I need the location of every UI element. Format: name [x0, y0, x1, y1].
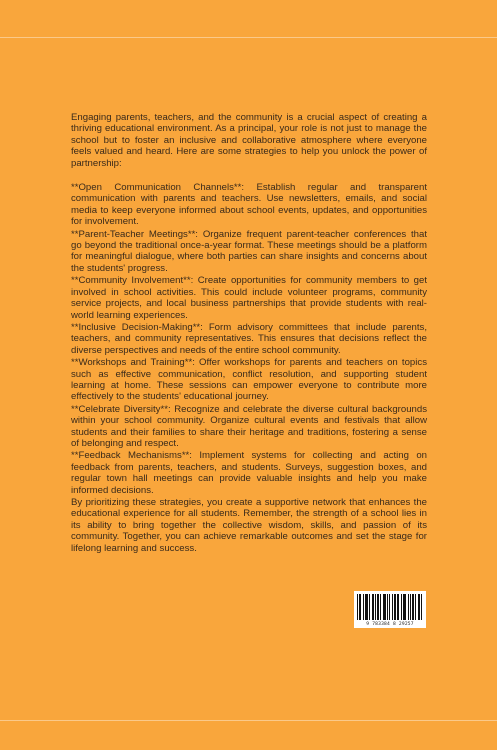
barcode-bar [384, 594, 385, 620]
barcode-bar [377, 594, 378, 620]
barcode-bar [392, 594, 393, 620]
barcode-bar [373, 594, 374, 620]
barcode-bar [413, 594, 414, 620]
strategy-paragraph: **Community Involvement**: Create opportunities for community members to get involved in school activities. This could include volunteer programs, community service projects, and local business partnerships that provide students with real-world learning experiences. [71, 275, 427, 321]
closing-paragraph: By prioritizing these strategies, you create a supportive network that enhances the educational experience for all students. Remember, the strength of a school lies in its ability to bring together the collective wisdom, skills, and passion of its community. Together, you can achieve remarkable outcomes and set the stage for lifelong learning and success. [71, 497, 427, 554]
barcode-bar [363, 594, 364, 620]
barcode-bar [401, 594, 402, 620]
strategy-paragraph: **Workshops and Training**: Offer workshops for parents and teachers on topics such as effective communication, conflict resolution, and supporting student learning at home. These sessions can empower everyone to contribute more effectively to the students' educational journey. [71, 357, 427, 403]
barcode-bar [397, 594, 398, 620]
top-divider [0, 37, 497, 38]
barcode-bar [404, 594, 405, 620]
barcode-bar [378, 594, 379, 620]
barcode-bar [369, 594, 370, 620]
barcode-bar [357, 594, 358, 620]
barcode-bar [387, 594, 388, 620]
barcode-bar [419, 594, 420, 620]
barcode-bar [372, 594, 373, 620]
barcode-bar [395, 594, 396, 620]
strategy-paragraph: **Feedback Mechanisms**: Implement systems for collecting and acting on feedback from parents, teachers, and students. Surveys, suggestion boxes, and regular town hall meetings can provide valuable insights and help you make informed decisions. [71, 450, 427, 496]
barcode-bar [380, 594, 381, 620]
barcode-bar [405, 594, 406, 620]
barcode-bar [383, 594, 384, 620]
barcode-bar [410, 594, 411, 620]
barcode-bar [408, 594, 409, 620]
barcode-bar [366, 594, 367, 620]
barcode-bar [359, 594, 360, 620]
barcode-bar [367, 594, 368, 620]
barcode-bars [357, 594, 423, 620]
strategy-paragraph: **Inclusive Decision-Making**: Form advisory committees that include parents, teachers, and community representatives. This ensures that decisions reflect the diverse perspectives and needs of the entire school community. [71, 321, 427, 356]
barcode-bar [394, 594, 395, 620]
bottom-divider [0, 720, 497, 721]
strategy-paragraph: **Open Communication Channels**: Establish regular and transparent communication with parents and teachers. Use newsletters, emails, and social media to keep everyone informed about school events, updates, and opportunities for involvement. [71, 182, 427, 228]
barcode-bar [360, 594, 361, 620]
barcode-bar [421, 594, 422, 620]
barcode-bar [375, 594, 376, 620]
barcode-bar [418, 594, 419, 620]
barcode-bar [403, 594, 404, 620]
barcode-bar [385, 594, 386, 620]
barcode-bar [415, 594, 416, 620]
barcode-bar [365, 594, 366, 620]
barcode-bar [389, 594, 390, 620]
barcode-bar [412, 594, 413, 620]
isbn-barcode [354, 591, 426, 628]
back-cover-text [71, 112, 427, 554]
barcode-bar [398, 594, 399, 620]
barcode-digits: 9 783384 8 29257 [366, 622, 414, 627]
strategy-paragraph: **Celebrate Diversity**: Recognize and celebrate the diverse cultural backgrounds within your school community. Organize cultural events and festivals that allow students and their families to share their heritage and traditions, fostering a sense of belonging and respect. [71, 403, 427, 449]
strategy-paragraph: **Parent-Teacher Meetings**: Organize frequent parent-teacher conferences that go beyond the traditional once-a-year format. These meetings should be a platform for meaningful dialogue, where both parties can share insights and concerns about the students' progress. [71, 228, 427, 274]
intro-paragraph: Engaging parents, teachers, and the community is a crucial aspect of creating a thriving educational environment. As a principal, your role is not just to manage the school but to foster an inclusive and collaborative atmosphere where everyone feels valued and heard. Here are some strategies to help you unlock the power of partnership: [71, 112, 427, 169]
